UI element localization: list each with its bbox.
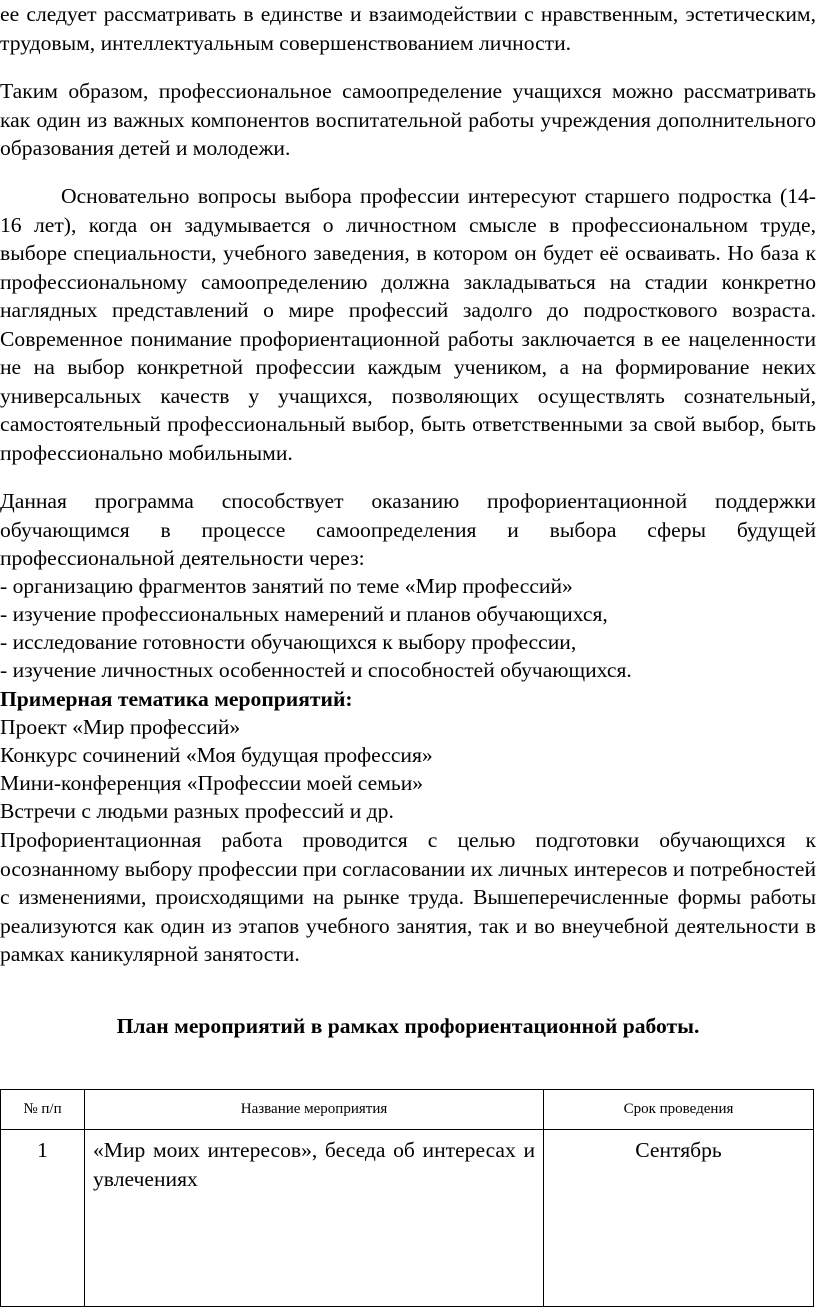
list-item: - организацию фрагментов занятий по теме «Мир профессий» <box>0 574 573 598</box>
plan-table <box>0 1089 814 1307</box>
cell-number: 1 <box>1 1130 85 1307</box>
cell-date: Сентябрь <box>544 1130 814 1307</box>
topic-item: Встречи с людьми разных профессий и др. <box>0 799 394 823</box>
topic-item: Мини-конференция «Профессии моей семьи» <box>0 771 424 795</box>
plan-title: План мероприятий в рамках профориентационной работы. <box>116 1014 700 1038</box>
cell-event-name: «Мир моих интересов», беседа об интересах и увлечениях <box>85 1130 544 1307</box>
column-header-event-name: Название мероприятия <box>85 1090 544 1130</box>
table-row <box>1 1130 814 1307</box>
paragraph-program-description: Данная программа способствует оказанию профориентационной поддержки обучающимся в процессе самоопределения и выбора сферы будущей профессиональной деятельности через: <box>0 489 816 570</box>
column-header-date: Срок проведения <box>544 1090 814 1130</box>
topics-heading: Примерная тематика мероприятий: <box>0 687 353 711</box>
paragraph-conclusion: Таким образом, профессиональное самоопределение учащихся можно рассматривать как один из важных компонентов воспитательной работы учреждения дополнительного образования детей и молодежи. <box>0 79 816 160</box>
list-item: - изучение личностных особенностей и способностей обучающихся. <box>0 658 632 682</box>
paragraph-closing: Профориентационная работа проводится с целью подготовки обучающихся к осознанному выбору профессии при согласовании их личных интересов и потребностей с изменениями, происходящими на рынке труда. Вышеперечисленные формы работы реализуются как один из этапов учебного занятия, так и во внеучебной деятельности в рамках каникулярной занятости. <box>0 828 816 966</box>
topic-item: Конкурс сочинений «Моя будущая профессия» <box>0 743 433 767</box>
topic-item: Проект «Мир профессий» <box>0 715 241 739</box>
table-header-row <box>1 1090 814 1130</box>
column-header-number: № п/п <box>1 1090 85 1130</box>
list-item: - исследование готовности обучающихся к выбору профессии, <box>0 630 577 654</box>
paragraph-intro-continuation: ее следует рассматривать в единстве и взаимодействии с нравственным, эстетическим, трудовым, интеллектуальным совершенствованием личности. <box>0 2 816 55</box>
paragraph-career-choice: Основательно вопросы выбора профессии интересуют старшего подростка (14-16 лет), когда он задумывается о личностном смысле в профессиональном труде, выборе специальности, учебного заведения, в котором он будет её осваивать. Но база к профессиональному самоопределению должна закладываться на стадии конкретно наглядных представлений о мире профессий задолго до подросткового возраста. Современное понимание профориентационной работы заключается в ее нацеленности не на выбор конкретной профессии каждым учеником, а на формирование неких универсальных качеств у учащихся, позволяющих осуществлять сознательный, самостоятельный профессиональный выбор, быть ответственными за свой выбор, быть профессионально мобильными. <box>0 184 816 465</box>
list-item: - изучение профессиональных намерений и планов обучающихся, <box>0 602 608 626</box>
